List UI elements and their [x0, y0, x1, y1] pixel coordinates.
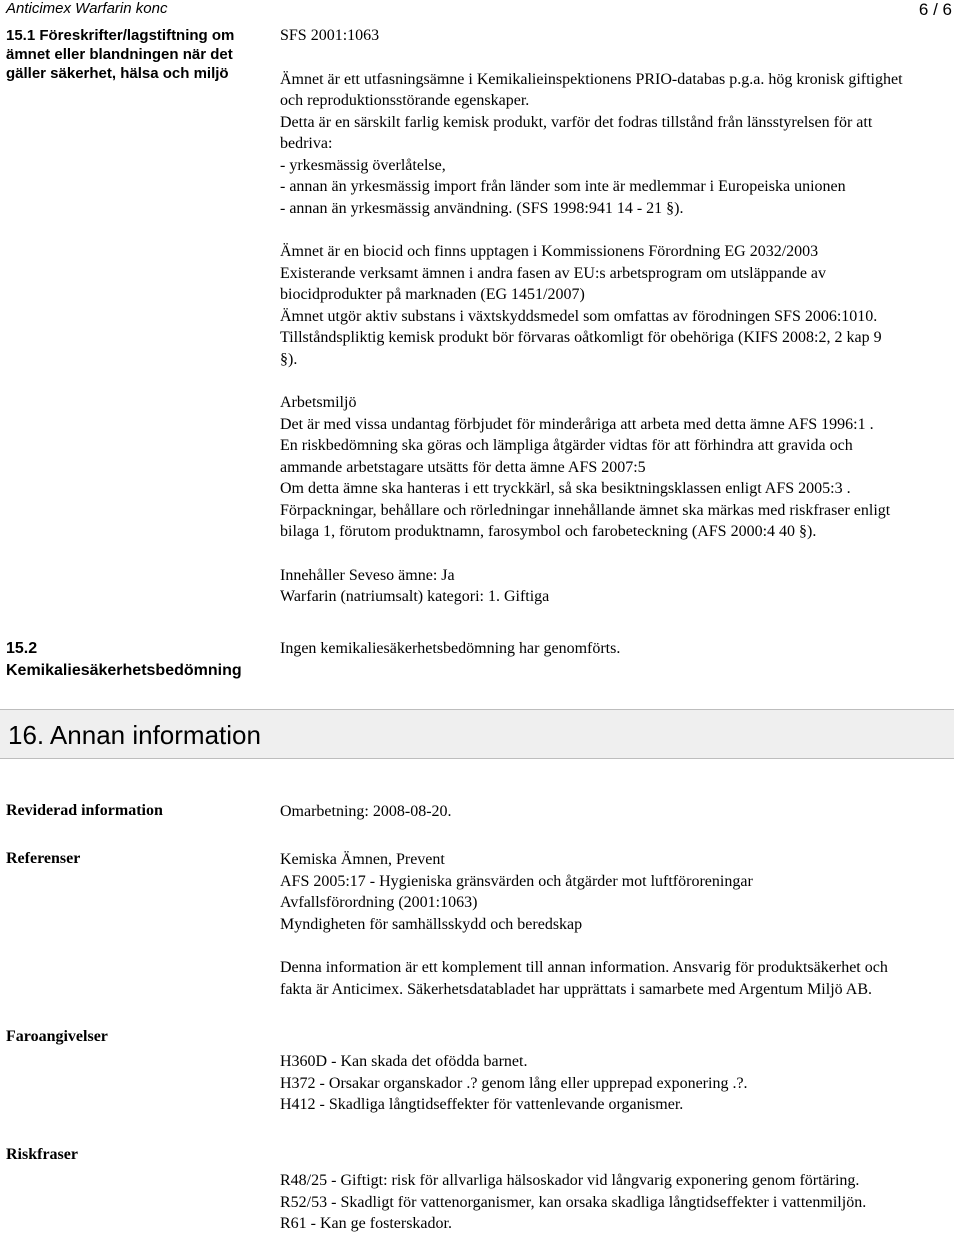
section-15-2-label	[6, 638, 266, 682]
text-line: Tillståndspliktig kemisk produkt bör förvaras oåtkomligt för obehöriga (KIFS 2008:2, 2 kap 9	[280, 329, 882, 346]
text-line: och reproduktionsstörande egenskaper.	[280, 92, 530, 109]
faroangivelser-label: Faroangivelser	[6, 1028, 108, 1045]
text-line: En riskbedömning ska göras och lämpliga åtgärder vidtas för att förhindra att gravida och	[280, 437, 853, 454]
text-line: - annan än yrkesmässig import från länder som inte är medlemmar i Europeiska unionen	[280, 178, 846, 195]
section-15-2-label-line: Kemikaliesäkerhetsbedömning	[6, 662, 242, 679]
spacer	[280, 219, 956, 241]
reference-line: fakta är Anticimex. Säkerhetsdatabladet har upprättats i samarbete med Argentum Miljö AB.	[280, 980, 872, 998]
text-line: - yrkesmässig överlåtelse,	[280, 156, 446, 174]
risk-phrase: R61 - Kan ge fosterskador.	[280, 1215, 452, 1232]
riskfraser-body	[280, 1170, 956, 1235]
section-16-banner	[0, 709, 954, 759]
section-15-1-body	[280, 25, 956, 608]
text-line: Det är med vissa undantag förbjudet för minderåriga att arbeta med detta ämne AFS 1996:1 .	[280, 415, 874, 433]
riskfraser-label: Riskfraser	[6, 1146, 78, 1163]
page-number: 6 / 6	[918, 0, 952, 19]
spacer	[280, 543, 956, 565]
section-15-2-text: Ingen kemikaliesäkerhetsbedömning har genomförts.	[280, 640, 621, 657]
spacer	[280, 935, 956, 957]
reference-line: Avfallsförordning (2001:1063)	[280, 894, 478, 911]
text-line: Ämnet utgör aktiv substans i växtskyddsmedel som omfattas av förodningen SFS 2006:1010.	[280, 307, 878, 325]
text-line: - annan än yrkesmässig användning. (SFS 1998:941 14 - 21 §).	[280, 199, 684, 217]
text-line: Arbetsmiljö	[280, 394, 357, 411]
section-15-2-label-line: 15.2	[6, 640, 38, 657]
text-line: §).	[280, 350, 298, 368]
text-line: Om detta ämne ska hanteras i ett tryckkärl, så ska besiktningsklassen enligt AFS 2005:3 .	[280, 480, 851, 497]
spacer	[280, 370, 956, 392]
text-line: SFS 2001:1063	[280, 27, 380, 44]
text-line: biocidprodukter på marknaden (EG 1451/2007)	[280, 286, 585, 303]
reference-line: Kemiska Ämnen, Prevent	[280, 851, 445, 868]
text-line: Innehåller Seveso ämne: Ja	[280, 566, 455, 584]
document-title: Anticimex Warfarin konc	[6, 0, 168, 17]
text-line: Detta är en särskilt farlig kemisk produkt, varför det fodras tillstånd från länsstyrelsen för att	[280, 113, 873, 131]
reviderad-label: Reviderad information	[6, 802, 163, 819]
section-15-1-label-line: 15.1 Föreskrifter/lagstiftning om	[6, 27, 235, 44]
text-line: Ämnet är ett utfasningsämne i Kemikalieinspektionens PRIO-databas p.g.a. hög kronisk giftighet	[280, 70, 903, 88]
section-15-1-label-line: gäller säkerhet, hälsa och miljö	[6, 65, 229, 82]
text-line: Förpackningar, behållare och rörledningar innehållande ämnet ska märkas med riskfraser enligt	[280, 501, 891, 519]
risk-phrase: R48/25 - Giftigt: risk för allvarliga hälsoskador vid långvarig exponering genom förtäring.	[280, 1172, 860, 1189]
text-line: Ämnet är en biocid och finns upptagen i Kommissionens Förordning EG 2032/2003	[280, 243, 819, 260]
section-16-title: 16. Annan information	[8, 720, 261, 750]
text-line: Warfarin (natriumsalt) kategori: 1. Giftiga	[280, 588, 550, 605]
spacer	[280, 47, 956, 69]
section-15-1-label	[6, 26, 266, 83]
text-line: ammande arbetstagare utsätts för detta ämne AFS 2007:5	[280, 458, 646, 476]
section-15-1-label-line: ämnet eller blandningen när det	[6, 46, 233, 63]
risk-phrase: R52/53 - Skadligt för vattenorganismer, kan orsaka skadliga långtidseffekter i vattenmiljön.	[280, 1193, 867, 1211]
reference-line: AFS 2005:17 - Hygieniska gränsvärden och åtgärder mot luftföroreningar	[280, 872, 753, 890]
text-line: bedriva:	[280, 135, 333, 152]
hazard-statement: H360D - Kan skada det ofödda barnet.	[280, 1053, 528, 1070]
referenser-body	[280, 849, 956, 1000]
reference-line: Myndigheten för samhällsskydd och beredskap	[280, 915, 583, 933]
reference-line: Denna information är ett komplement till annan information. Ansvarig för produktsäkerhet och	[280, 959, 888, 976]
hazard-statement: H412 - Skadliga långtidseffekter för vattenlevande organismer.	[280, 1096, 684, 1113]
text-line: bilaga 1, förutom produktnamn, farosymbol och farobeteckning (AFS 2000:4 40 §).	[280, 523, 817, 540]
reviderad-text: Omarbetning: 2008-08-20.	[280, 803, 452, 820]
text-line: Existerande verksamt ämnen i andra fasen av EU:s arbetsprogram om utsläppande av	[280, 264, 827, 282]
hazard-statement: H372 - Orsakar organskador .? genom lång eller upprepad exponering .?.	[280, 1074, 748, 1092]
referenser-label: Referenser	[6, 850, 81, 867]
faroangivelser-body	[280, 1051, 956, 1116]
